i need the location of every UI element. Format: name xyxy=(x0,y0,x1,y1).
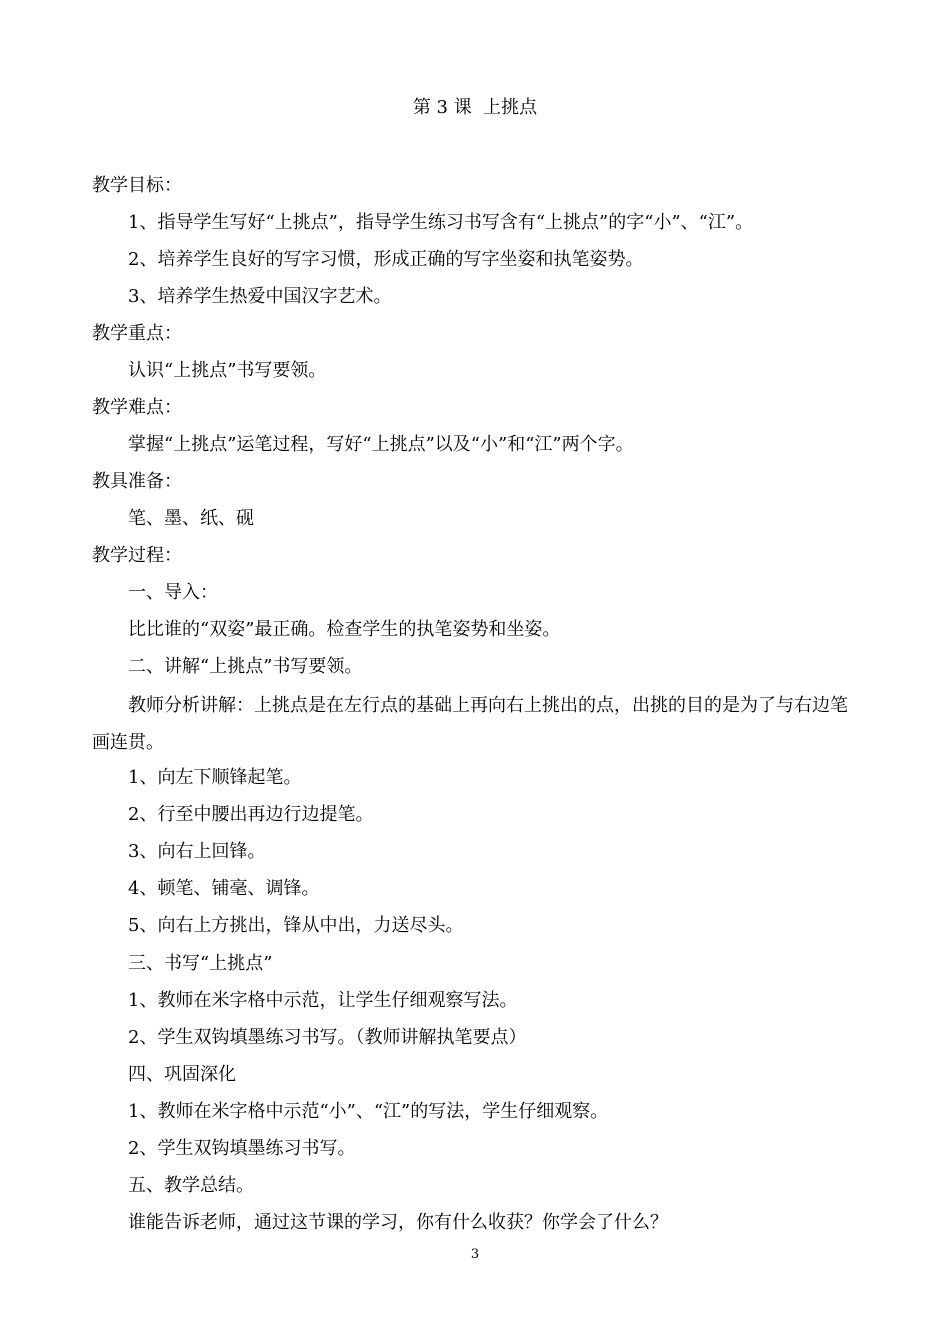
step-item: 4、顿笔、铺毫、调锋。 xyxy=(128,878,320,899)
section-4-title: 四、巩固深化 xyxy=(128,1064,236,1085)
step-item: 3、向右上回锋。 xyxy=(128,841,266,862)
goals-heading: 教学目标： xyxy=(92,175,182,196)
page-number: 3 xyxy=(470,1247,480,1262)
section-3-item: 2、学生双钩填墨练习书写。（教师讲解执笔要点） xyxy=(128,1027,527,1048)
tools-text: 笔、墨、纸、砚 xyxy=(128,508,254,529)
section-3-title: 三、书写“上挑点” xyxy=(128,953,273,974)
goal-item: 3、培养学生热爱中国汉字艺术。 xyxy=(128,286,392,307)
section-5-title: 五、教学总结。 xyxy=(128,1175,254,1196)
difficulty-heading: 教学难点： xyxy=(92,397,182,418)
process-heading: 教学过程： xyxy=(92,545,182,566)
focus-heading: 教学重点： xyxy=(92,323,182,344)
step-item: 1、向左下顺锋起笔。 xyxy=(128,767,302,788)
section-2-title: 二、讲解“上挑点”书写要领。 xyxy=(128,656,363,677)
section-1-text: 比比谁的“双姿”最正确。检查学生的执笔姿势和坐姿。 xyxy=(128,619,561,640)
section-4-item: 1、教师在米字格中示范“小”、“江”的写法，学生仔细观察。 xyxy=(128,1101,609,1122)
goal-item: 1、指导学生写好“上挑点”，指导学生练习书写含有“上挑点”的字“小”、“江”。 xyxy=(128,212,754,233)
difficulty-text: 掌握“上挑点”运笔过程，写好“上挑点”以及“小”和“江”两个字。 xyxy=(128,434,634,455)
lesson-title: 第 3 课 上挑点 xyxy=(412,97,538,118)
focus-text: 认识“上挑点”书写要领。 xyxy=(128,360,327,381)
section-4-item: 2、学生双钩填墨练习书写。 xyxy=(128,1138,356,1159)
tools-heading: 教具准备： xyxy=(92,471,182,492)
section-1-title: 一、导入： xyxy=(128,582,218,603)
section-2-paragraph: 教师分析讲解：上挑点是在左行点的基础上再向右上挑出的点，出挑的目的是为了与右边笔画连贯。 xyxy=(92,695,848,753)
goal-item: 2、培养学生良好的写字习惯，形成正确的写字坐姿和执笔姿势。 xyxy=(128,249,644,270)
step-item: 5、向右上方挑出，锋从中出，力送尽头。 xyxy=(128,915,464,936)
section-3-item: 1、教师在米字格中示范，让学生仔细观察写法。 xyxy=(128,990,518,1011)
section-5-text: 谁能告诉老师，通过这节课的学习，你有什么收获？你学会了什么？ xyxy=(128,1212,668,1233)
step-item: 2、行至中腰出再边行边提笔。 xyxy=(128,804,374,825)
